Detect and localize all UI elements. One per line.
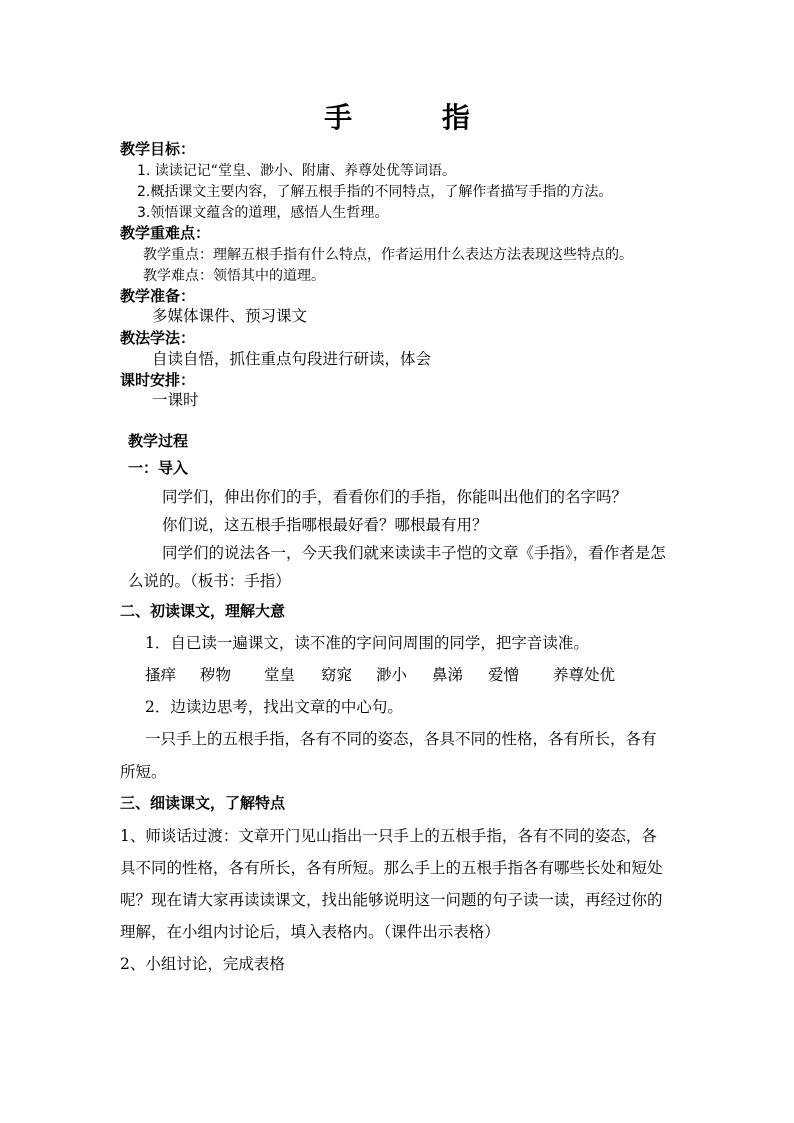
schedule-heading: 课时安排：	[120, 371, 196, 389]
page-title: 手 指	[324, 101, 510, 134]
section-3-heading: 三、细读课文，了解特点	[120, 794, 286, 812]
vocab-word: 秽物	[200, 666, 232, 684]
keypoints-focus: 教学重点：理解五根手指有什么特点，作者运用什么表达方法表现这些特点的。	[143, 247, 633, 263]
section-1-heading: 一：导入	[128, 459, 189, 477]
process-heading: 教学过程	[128, 432, 189, 450]
section-2-paragraph: 2．边读边思考，找出文章的中心句。	[145, 698, 403, 716]
vocab-word: 养尊处优	[553, 666, 616, 684]
section-1-paragraph: 同学们，伸出你们的手，看看你们的手指，你能叫出他们的名字吗？	[162, 488, 628, 506]
section-2-paragraph: 一只手上的五根手指，各有不同的姿态，各具不同的性格，各有所长，各有	[145, 730, 657, 748]
section-3-paragraph: 具不同的性格，各有所长，各有所短。那么手上的五根手指各有哪些长处和短处	[120, 859, 663, 877]
section-3-paragraph: 1、师谈话过渡：文章开门见山指出一只手上的五根手指，各有不同的姿态，各	[120, 827, 657, 845]
section-3-paragraph: 2、小组讨论，完成表格	[120, 955, 285, 973]
section-2-heading: 二、初读课文，理解大意	[120, 602, 286, 620]
section-2-paragraph: 1．自已读一遍课文，读不准的字问问周围的同学，把字音读准。	[145, 634, 589, 652]
vocab-word: 渺小	[376, 666, 408, 684]
objectives-heading: 教学目标：	[120, 140, 196, 158]
keypoints-heading: 教学重难点：	[120, 224, 211, 242]
vocab-word: 爱憎	[488, 666, 520, 684]
section-2-paragraph: 所短。	[120, 763, 167, 781]
vocab-word: 鼻涕	[432, 666, 464, 684]
schedule-text: 一课时	[152, 391, 199, 409]
vocab-word: 窈窕	[321, 666, 353, 684]
section-1-paragraph: 么说的。（板书：手指）	[128, 572, 291, 590]
objective-item-2: 2.概括课文主要内容，了解五根手指的不同特点，了解作者描写手指的方法。	[137, 184, 613, 200]
section-1-paragraph: 同学们的说法各一，今天我们就来读读丰子恺的文章《手指》，看作者是怎	[162, 544, 666, 562]
methods-text: 自读自悟，抓住重点句段进行研读，体会	[152, 350, 432, 368]
vocab-list	[145, 663, 615, 685]
objective-item-3: 3.领悟课文蕴含的道理，感悟人生哲理。	[137, 205, 389, 221]
section-1-paragraph: 你们说，这五根手指哪根最好看？哪根最有用？	[162, 516, 488, 534]
methods-heading: 教法学法：	[120, 329, 196, 347]
preparation-text: 多媒体课件、预习课文	[152, 307, 308, 325]
objective-item-1: 1. 读读记记“堂皇、渺小、附庸、养尊处优等词语。	[137, 163, 457, 179]
section-3-paragraph: 理解，在小组内讨论后，填入表格内。（课件出示表格）	[120, 923, 500, 941]
vocab-word: 搔痒	[145, 666, 177, 684]
preparation-heading: 教学准备：	[120, 287, 196, 305]
keypoints-difficulty: 教学难点：领悟其中的道理。	[143, 268, 325, 284]
vocab-word: 堂皇	[264, 666, 296, 684]
section-3-paragraph: 呢？现在请大家再读读课文，找出能够说明这一问题的句子读一读，再经过你的	[120, 891, 663, 909]
